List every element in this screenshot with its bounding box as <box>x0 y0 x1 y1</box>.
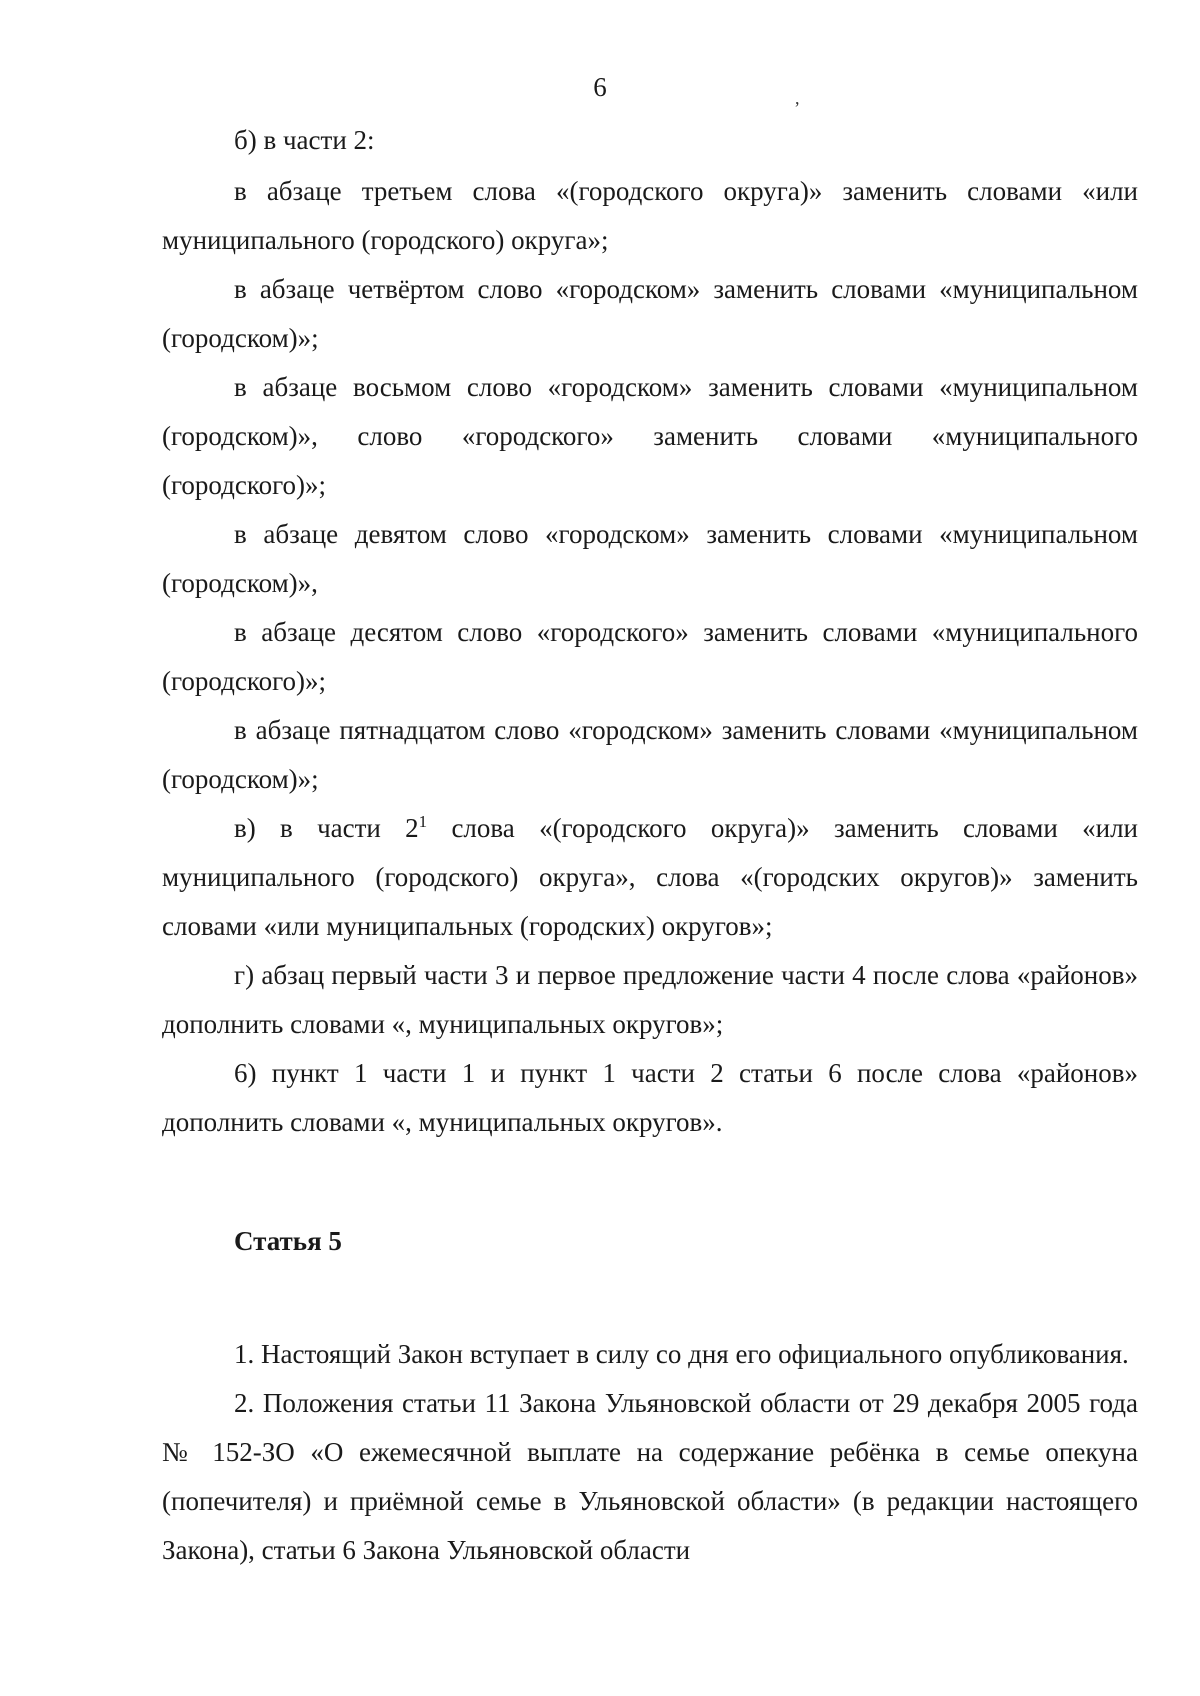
amendment-v-rest: слова «(городского округа)» заменить словами «или муниципального (городского) округа», слова «(городских округов)» заменить словами «или муниципальных (городских) округов»; <box>162 813 1138 941</box>
amendment-paragraph: в абзаце восьмом слово «городском» заменить словами «муниципальном (городском)», слово «городского» заменить словами «муниципального (городского)»; <box>162 372 1138 500</box>
amendment-paragraph: в абзаце пятнадцатом слово «городском» заменить словами «муниципальном (городском)»; <box>162 715 1138 794</box>
amendment-paragraph: 6) пункт 1 части 1 и пункт 1 части 2 статьи 6 после слова «районов» дополнить словами «, муниципальных округов». <box>162 1058 1138 1137</box>
article-paragraph: 2. Положения статьи 11 Закона Ульяновской области от 29 декабря 2005 года № 152-ЗО «О ежемесячной выплате на содержание ребёнка в семье опекуна (попечителя) и приёмной семье в Ульяновской области» (в редакции настоящего Закона), статьи 6 Закона Ульяновской области <box>162 1388 1138 1565</box>
amendment-paragraph: г) абзац первый части 3 и первое предложение части 4 после слова «районов» дополнить словами «, муниципальных округов»; <box>162 960 1138 1039</box>
page-number: 6 <box>593 72 607 102</box>
amendment-v-start: в) в части 2 <box>234 813 419 843</box>
amendment-paragraph: в абзаце четвёртом слово «городском» заменить словами «муниципальном (городском)»; <box>162 274 1138 353</box>
amendment-paragraph-v <box>162 804 1138 951</box>
amendment-paragraph: в абзаце девятом слово «городском» заменить словами «муниципальном (городском)», <box>162 519 1138 598</box>
superscript: 1 <box>418 812 428 831</box>
article-heading: Статья 5 <box>234 1226 342 1256</box>
amendment-paragraph: б) в части 2: <box>234 125 375 155</box>
amendment-paragraph: в абзаце десятом слово «городского» заменить словами «муниципального (городского)»; <box>162 617 1138 696</box>
amendment-paragraph: в абзаце третьем слова «(городского округа)» заменить словами «или муниципального (городского) округа»; <box>162 176 1138 255</box>
document-body <box>162 116 1138 1575</box>
scan-artifact: , <box>795 88 800 108</box>
article-paragraph: 1. Настоящий Закон вступает в силу со дня его официального опубликования. <box>234 1339 1129 1369</box>
